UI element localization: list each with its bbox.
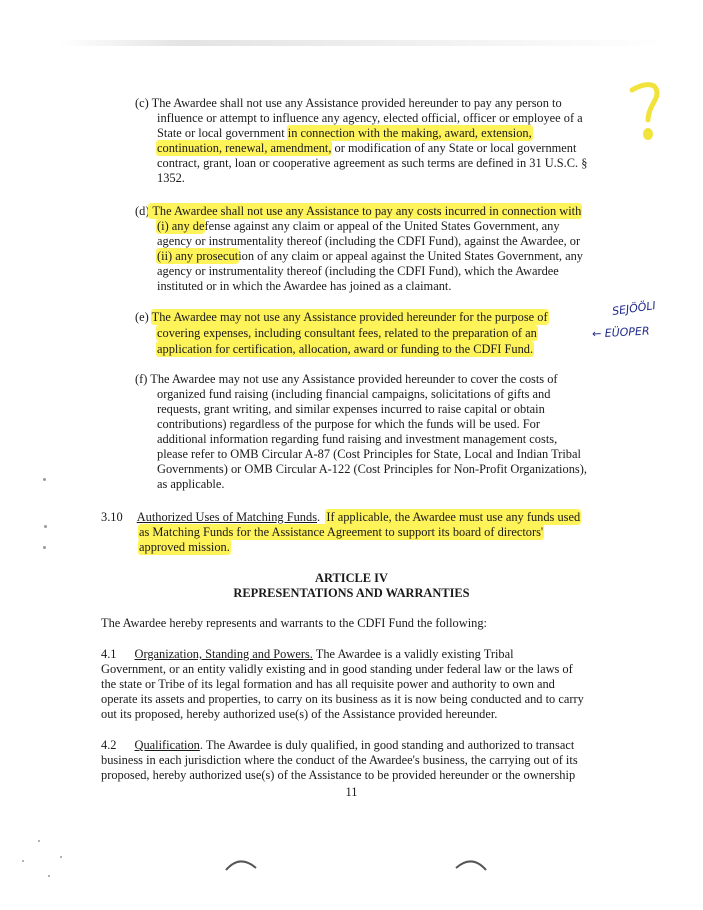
scan-speck xyxy=(43,478,46,481)
section-number: 4.1 xyxy=(101,647,117,661)
section-4-2-line-2: business in each jurisdiction where the conduct of the Awardee's business, the carrying out of its xyxy=(101,753,578,767)
highlight: in connection with the making, award, extension, xyxy=(287,126,532,140)
para-d-line-1: (d) The Awardee shall not use any Assistance to pay any costs incurred in connection with xyxy=(135,204,582,218)
para-c-line-6: 1352. xyxy=(157,171,185,185)
para-f-line-3: requests, grant writing, and similar expenses incurred to raise capital or obtain xyxy=(157,402,545,416)
para-d-line-2: (i) any defense against any claim or appeal of the United States Government, any xyxy=(157,219,560,233)
section-heading: Authorized Uses of Matching Funds xyxy=(136,510,318,524)
para-f-line-6: please refer to OMB Circular A-87 (Cost Principles for State, Local and Indian Tribal xyxy=(157,447,581,461)
para-f-line-1: (f) The Awardee may not use any Assistance provided hereunder to cover the costs of xyxy=(135,372,558,386)
handwritten-note-line-2: ← EÜOPER xyxy=(591,324,650,341)
scan-speck xyxy=(22,860,24,862)
para-d-line-4: (ii) any prosecution of any claim or appeal against the United States Government, any xyxy=(157,249,583,263)
article-intro: The Awardee hereby represents and warrants to the CDFI Fund the following: xyxy=(101,616,487,630)
para-c-line-4: continuation, renewal, amendment, or modification of any State or local government xyxy=(157,141,577,155)
scan-artifact-header xyxy=(60,40,670,46)
section-4-2-line-1: 4.2 Qualification. The Awardee is duly qualified, in good standing and authorized to transact xyxy=(101,738,575,752)
scan-speck xyxy=(38,840,40,842)
highlight: as Matching Funds for the Assistance Agreement to support its board of directors' xyxy=(139,525,544,539)
article-title: ARTICLE IV xyxy=(315,571,388,585)
para-e-line-1: (e) The Awardee may not use any Assistance provided hereunder for the purpose of xyxy=(135,310,548,324)
para-c-line-2: influence or attempt to influence any agency, elected official, officer or employee of a xyxy=(157,111,583,125)
para-f-line-2: organized fund raising (including financial campaigns, solicitations of gifts and xyxy=(157,387,551,401)
section-number: 4.2 xyxy=(101,738,117,752)
highlight: If applicable, the Awardee must use any funds used xyxy=(326,510,581,524)
section-3-10-line-1: 3.10 Authorized Uses of Matching Funds. If applicable, the Awardee must use any funds used xyxy=(101,510,581,524)
handwritten-question-mark xyxy=(624,80,664,150)
para-c-line-5: contract, grant, loan or cooperative agreement as such terms are defined in 31 U.S.C. § xyxy=(157,156,588,170)
para-c-line-1: (c) The Awardee shall not use any Assistance provided hereunder to pay any person to xyxy=(135,96,562,110)
para-d-line-5: agency or instrumentality thereof (including the CDFI Fund), which the Awardee xyxy=(157,264,559,278)
punch-hole-mark xyxy=(452,850,492,875)
scan-speck xyxy=(48,875,50,877)
highlight: The Awardee may not use any Assistance provided hereunder for the purpose of xyxy=(151,310,548,324)
section-heading: Qualification xyxy=(134,738,200,752)
scan-speck xyxy=(43,546,46,549)
highlight: (i) any de xyxy=(157,219,205,233)
para-d-line-3: agency or instrumentality thereof (including the CDFI Fund), against the Awardee, or xyxy=(157,234,581,248)
highlight: application for certification, allocation, award or funding to the CDFI Fund. xyxy=(157,342,534,356)
highlight: covering expenses, including consultant fees, related to the preparation of an xyxy=(157,326,537,340)
section-3-10-line-2 xyxy=(139,525,543,540)
para-f-line-7: Governments) or OMB Circular A-122 (Cost Principles for Non-Profit Organizations), xyxy=(157,462,587,476)
highlight: (ii) any prosecut xyxy=(157,249,239,263)
highlight: approved mission. xyxy=(139,540,230,554)
handwritten-note-line-1: SEJÖÖLI xyxy=(611,299,657,318)
scan-speck xyxy=(44,525,47,528)
para-e-line-2 xyxy=(157,326,537,341)
para-d-line-6: instituted or in which the Awardee has joined as a claimant. xyxy=(157,279,452,293)
para-e-line-3 xyxy=(157,342,533,357)
scan-speck xyxy=(60,856,62,858)
section-heading: Organization, Standing and Powers. xyxy=(134,647,313,661)
section-4-1-line-3: the state or Tribe of its legal formation and has all requisite power and authority to own and xyxy=(101,677,555,691)
article-subtitle: REPRESENTATIONS AND WARRANTIES xyxy=(233,586,470,600)
highlight: The Awardee shall not use any Assistance to pay any costs incurred in connection with xyxy=(149,204,582,218)
page-number: 11 xyxy=(345,785,358,799)
section-4-1-line-5: out its proposed, hereby authorized use(s) of the Assistance provided hereunder. xyxy=(101,707,498,721)
question-mark-icon xyxy=(624,80,664,150)
section-4-1-line-1: 4.1 Organization, Standing and Powers. The Awardee is a validly existing Tribal xyxy=(101,647,514,661)
para-f-line-4: contributions) regardless of the purpose for which the funds will be used. For xyxy=(157,417,540,431)
punch-hole-mark xyxy=(222,850,262,875)
para-c-line-3: State or local government in connection with the making, award, extension, xyxy=(157,126,532,140)
para-f-line-8: as applicable. xyxy=(157,477,225,491)
highlight: continuation, renewal, amendment, xyxy=(157,141,332,155)
para-f-line-5: additional information regarding fund raising and investment management costs, xyxy=(157,432,558,446)
section-4-1-line-4: operate its assets and properties, to carry on its business as it is now being conducted and to carry xyxy=(101,692,584,706)
section-3-10-line-3 xyxy=(139,540,230,555)
section-4-2-line-3: proposed, hereby authorized use(s) of the Assistance to be provided hereunder or the ownership xyxy=(101,768,576,782)
section-number: 3.10 xyxy=(101,510,123,524)
section-4-1-line-2: Government, or an entity validly existing and in good standing under federal law or the laws of xyxy=(101,662,573,676)
